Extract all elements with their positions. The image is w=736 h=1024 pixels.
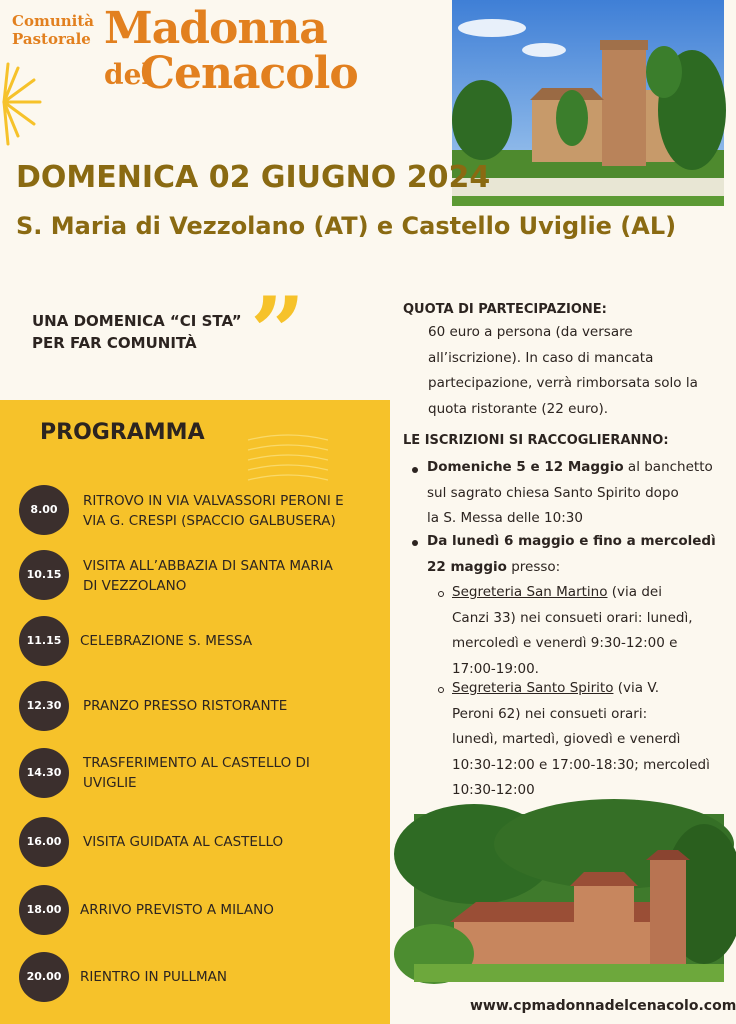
logo-small-line1: Comunità [12,12,94,30]
time-badge: 16.00 [19,817,69,867]
segreteria-san-martino [452,580,720,682]
iscrizioni-heading: LE ISCRIZIONI SI RACCOGLIERANNO: [403,433,669,448]
bullet-domeniche-bold: Domeniche 5 e 12 Maggio [427,459,624,475]
logo-title-cenacolo: Cenacolo [140,48,358,99]
sub-bullet-ring [438,687,444,693]
website-link[interactable]: www.cpmadonnadelcenacolo.com [470,998,736,1014]
bullet-lunedi-bold: Da lunedì 6 maggio e fino a mercoledì [427,533,716,549]
logo-title-madonna: Madonna [104,3,327,54]
quota-line: quota ristorante (22 euro). [428,400,609,417]
logo-del: del [104,58,153,91]
event-item [83,556,373,596]
quota-heading: QUOTA DI PARTECIPAZIONE: [403,302,607,317]
time-badge: 18.00 [19,885,69,935]
quota-line: all’iscrizione). In caso di mancata [428,349,654,366]
bullet-dot [412,540,418,546]
segreteria-santo-spirito [452,676,720,804]
event-item [80,967,370,987]
event-text: TRASFERIMENTO AL CASTELLO DI [83,755,310,771]
bullet-line: la S. Messa delle 10:30 [427,510,583,526]
time-badge: 20.00 [19,952,69,1002]
event-item [83,696,373,716]
programma-title: PROGRAMMA [40,420,205,445]
event-text: ARRIVO PREVISTO A MILANO [80,902,274,918]
time-badge: 11.15 [19,616,69,666]
time-badge: 14.30 [19,748,69,798]
quote-text [32,310,242,354]
quota-body [428,320,714,422]
segreteria-text: 10:30-12:00 [452,782,535,798]
segreteria-text: (via V. [613,680,660,696]
event-text: UVIGLIE [83,775,137,791]
quote-mark-icon [250,276,310,389]
quota-line: 60 euro a persona (da versare [428,324,633,340]
bullet-domeniche [427,455,717,532]
time-badge: 10.15 [19,550,69,600]
time-badge: 8.00 [19,485,69,535]
segreteria-text: Peroni 62) nei consueti orari: [452,705,648,722]
sub-bullet-ring [438,591,444,597]
event-item [83,491,373,531]
bullet-line: sul sagrato chiesa Santo Spirito dopo [427,484,679,501]
segreteria-santo-spirito-label: Segreteria Santo Spirito [452,680,614,696]
logo-small-line2: Pastorale [12,30,91,48]
segreteria-text: lunedì, martedì, giovedì e venerdì [452,731,681,747]
event-text: RITROVO IN VIA VALVASSORI PERONI E [83,493,344,509]
svg-text:”: ” [250,276,306,389]
segreteria-text: 17:00-19:00. [452,660,539,677]
time-badge: 12.30 [19,681,69,731]
event-text: DI VEZZOLANO [83,578,187,594]
logo-community-label [12,12,94,48]
event-text: VISITA GUIDATA AL CASTELLO [83,834,284,850]
segreteria-text: 10:30-12:00 e 17:00-18:30; mercoledì [452,756,710,773]
event-text: RIENTRO IN PULLMAN [80,969,227,985]
sunburst-decoration [0,64,44,154]
segreteria-text: (via dei [607,584,662,600]
segreteria-text: Canzi 33) nei consueti orari: lunedì, [452,609,693,626]
event-text: VIA G. CRESPI (SPACCIO GALBUSERA) [83,513,336,529]
decorative-lines [248,430,328,490]
event-item [83,753,373,793]
bullet-lunedi-bold2: 22 maggio [427,558,507,575]
quote-line1: UNA DOMENICA “CI STA” [32,312,242,330]
castle-uviglie-photo [452,0,724,206]
bullet-lunedi-rest: presso: [506,558,561,575]
bullet-lunedi [427,529,717,580]
segreteria-text: mercoledì e venerdì 9:30-12:00 e [452,635,678,651]
event-text: VISITA ALL’ABBAZIA DI SANTA MARIA [83,558,333,574]
event-item [80,631,370,651]
quota-line: partecipazione, verrà rimborsata solo la [428,375,698,391]
abbey-vezzolano-photo [414,814,724,982]
bullet-domeniche-rest: al banchetto [623,459,713,475]
bullet-dot [412,467,418,473]
event-item [83,832,373,852]
event-text: PRANZO PRESSO RISTORANTE [83,698,288,714]
event-text: CELEBRAZIONE S. MESSA [80,633,253,649]
event-item [80,900,370,920]
quote-line2: PER FAR COMUNITÀ [32,334,197,352]
event-place-title: S. Maria di Vezzolano (AT) e Castello Uviglie (AL) [16,212,677,240]
event-date-title: DOMENICA 02 GIUGNO 2024 [16,160,491,195]
segreteria-san-martino-label: Segreteria San Martino [452,584,608,600]
